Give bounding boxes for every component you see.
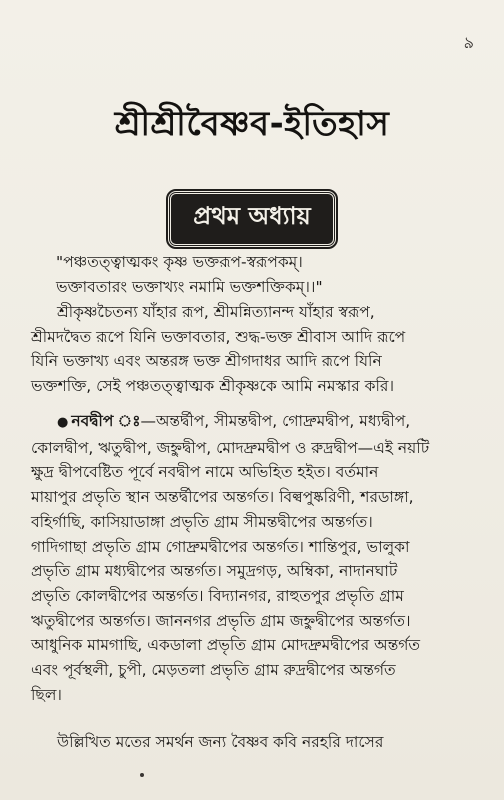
para2-line: গাদিগাছা প্রভৃতি গ্রাম গোদ্রুমদ্বীপের অন্তর্গত। শান্তিপুর, ভালুকা	[31, 537, 410, 556]
section-heading-navadwip: নবদ্বীপ ঃ	[71, 412, 141, 430]
para2-line: এবং পূর্বস্থলী, চুপী, মেড়তলা প্রভৃতি গ্রাম রুদ্রদ্বীপের অন্তর্গত	[31, 661, 396, 680]
paragraph-1	[31, 300, 479, 399]
para2-line: —অন্তর্দ্বীপ, সীমন্তদ্বীপ, গোদ্রুমদ্বীপ, মধ্যদ্বীপ,	[140, 412, 411, 430]
verse-line-2: ভক্তাবতারং ভক্তাখ্যং নমামি ভক্তশক্তিকম্।।"	[56, 278, 323, 296]
book-title: শ্রীশ্রীবৈষ্ণব-ইতিহাস	[114, 104, 390, 144]
para2-line: ঋতুদ্বীপের অন্তর্গত। জাননগর প্রভৃতি গ্রাম জহ্নুদ্বীপের অন্তর্গত।	[31, 611, 411, 630]
para2-line: কোলদ্বীপ, ঋতুদ্বীপ, জহ্নুদ্বীপ, মোদদ্রুমদ্বীপ ও রুদ্রদ্বীপ—এই নয়টি	[31, 438, 430, 457]
paragraph-3	[31, 730, 479, 755]
para2-line: ছিল।	[31, 685, 62, 704]
para1-line: যিনি ভক্তাখ্য এবং অন্তরঙ্গ ভক্ত শ্রীগদাধর আদি রূপে যিনি	[31, 352, 382, 371]
para2-line: মায়াপুর প্রভৃতি স্থান অন্তর্দ্বীপের অন্তর্গত। বিল্বপুষ্করিণী, শরডাঙ্গা,	[31, 488, 414, 507]
chapter-heading: প্রথম অধ্যায়	[193, 202, 311, 230]
para2-line: আধুনিক মামগাছি, একডালা প্রভৃতি গ্রাম মোদদ্রুমদ্বীপের অন্তর্গত	[31, 636, 421, 655]
para2-line: প্রভৃতি কোলদ্বীপের অন্তর্গত। বিদ্যানগর, রাহুতপুর প্রভৃতি গ্রাম	[31, 586, 404, 605]
invocation-verse	[56, 250, 486, 300]
page-number: ৯	[463, 33, 474, 52]
para2-line: বহিৰ্গাছি, কাসিয়াডাঙ্গা প্রভৃতি গ্রাম সীমন্তদ্বীপের অন্তর্গত।	[31, 512, 373, 531]
chapter-heading-wrap	[0, 191, 504, 247]
para1-line: শ্রীমদদ্বৈত রূপে যিনি ভক্তাবতার, শুদ্ধ-ভক্ত শ্রীবাস আদি রূপে	[31, 327, 406, 346]
bullet-icon: ●	[57, 415, 69, 430]
para1-line: শ্রীকৃষ্ণচৈতন্য যাঁহার রূপ, শ্রীমন্নিত্যানন্দ যাঁহার স্বরূপ,	[57, 303, 375, 321]
para3-line: উল্লিখিত মতের সমর্থন জন্য বৈষ্ণব কবি নরহরি দাসের	[57, 733, 384, 751]
para2-first-line	[31, 409, 479, 436]
paragraph-navadwip	[31, 409, 479, 707]
chapter-heading-box	[168, 191, 335, 247]
para1-line: ভক্তশক্তি, সেই পঞ্চতত্ত্বাত্মক শ্রীকৃষ্ণকে আমি নমস্কার করি।	[31, 377, 394, 396]
para2-line: ক্ষুদ্র দ্বীপবেষ্টিত পূর্বে নবদ্বীপ নামে অভিহিত হইত। বর্তমান	[31, 463, 379, 482]
ink-speck	[140, 773, 144, 777]
para2-line: প্রভৃতি গ্রাম মধ্যদ্বীপের অন্তর্গত। সমুদ্রগড়, অম্বিকা, নাদানঘাট	[31, 562, 398, 581]
verse-line-1: "পঞ্চতত্ত্বাত্মকং কৃষ্ণ ভক্তরূপ-স্বরূপকম্।	[56, 253, 303, 271]
